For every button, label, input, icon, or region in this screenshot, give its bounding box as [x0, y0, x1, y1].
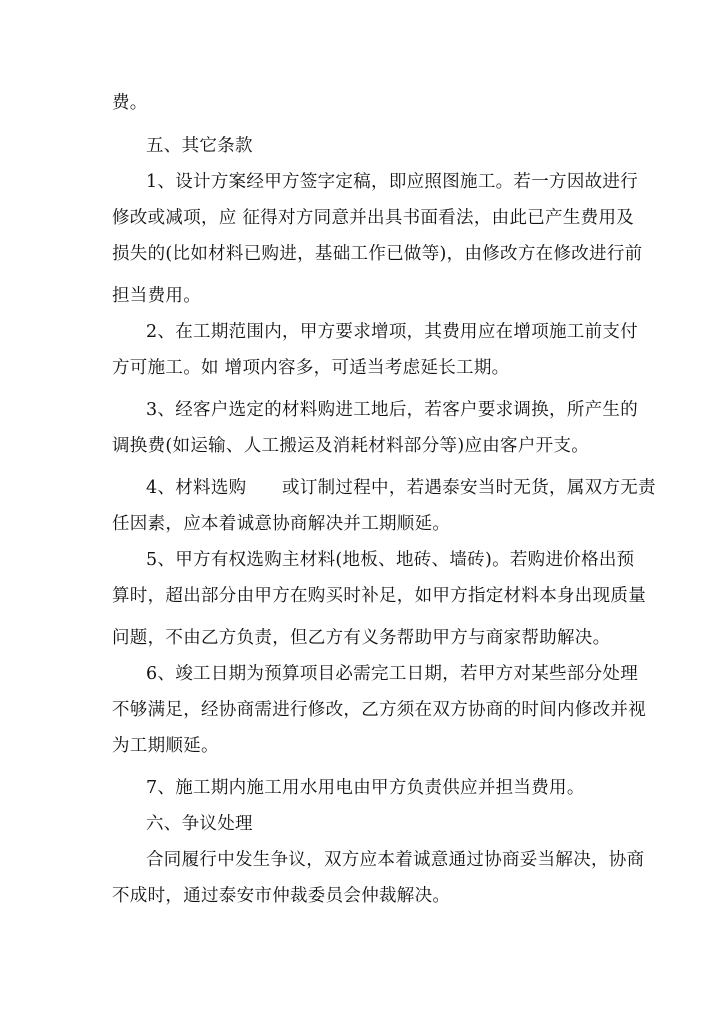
section-heading: 五、其它条款	[146, 136, 253, 156]
text-line: 3、经客户选定的材料购进工地后，若客户要求调换，所产生的	[146, 400, 639, 420]
text-line: 合同履行中发生争议，双方应本着诚意通过协商妥当解决，协商	[146, 850, 645, 870]
text-line: 担当费用。	[112, 286, 201, 306]
text-line: 问题，不由乙方负责，但乙方有义务帮助甲方与商家帮助解决。	[112, 628, 611, 648]
text-line: 费。	[112, 93, 148, 113]
text-line: 调换费(如运输、人工搬运及消耗材料部分等)应由客户开支。	[112, 436, 590, 456]
text-line: 不够满足，经协商需进行修改，乙方须在双方协商的时间内修改并视	[112, 700, 646, 720]
text-line: 4、材料选购 或订制过程中，若遇泰安当时无货，属双方无责	[146, 478, 656, 498]
text-line: 不成时，通过泰安市仲裁委员会仲裁解决。	[112, 886, 451, 906]
text-line: 6、竣工日期为预算项目必需完工日期，若甲方对某些部分处理	[146, 664, 639, 684]
section-heading: 六、争议处理	[146, 814, 253, 834]
text-line: 算时，超出部分由甲方在购买时补足，如甲方指定材料本身出现质量	[112, 586, 646, 606]
text-line: 方可施工。如 增项内容多，可适当考虑延长工期。	[112, 358, 510, 378]
text-line: 7、施工期内施工用水用电由甲方负责供应并担当费用。	[146, 778, 585, 798]
text-line: 任因素，应本着诚意协商解决并工期顺延。	[112, 514, 451, 534]
text-line: 1、设计方案经甲方签字定稿，即应照图施工。若一方因故进行	[146, 172, 639, 192]
text-line: 损失的(比如材料已购进，基础工作已做等)，由修改方在修改进行前	[112, 244, 643, 264]
text-line: 5、甲方有权选购主材料(地板、地砖、墙砖)。若购进价格出预	[146, 550, 635, 570]
text-line: 为工期顺延。	[112, 736, 219, 756]
text-line: 2、在工期范围内，甲方要求增项，其费用应在增项施工前支付	[146, 322, 639, 342]
text-line: 修改或减项，应 征得对方同意并出具书面看法，由此已产生费用及	[112, 208, 635, 228]
